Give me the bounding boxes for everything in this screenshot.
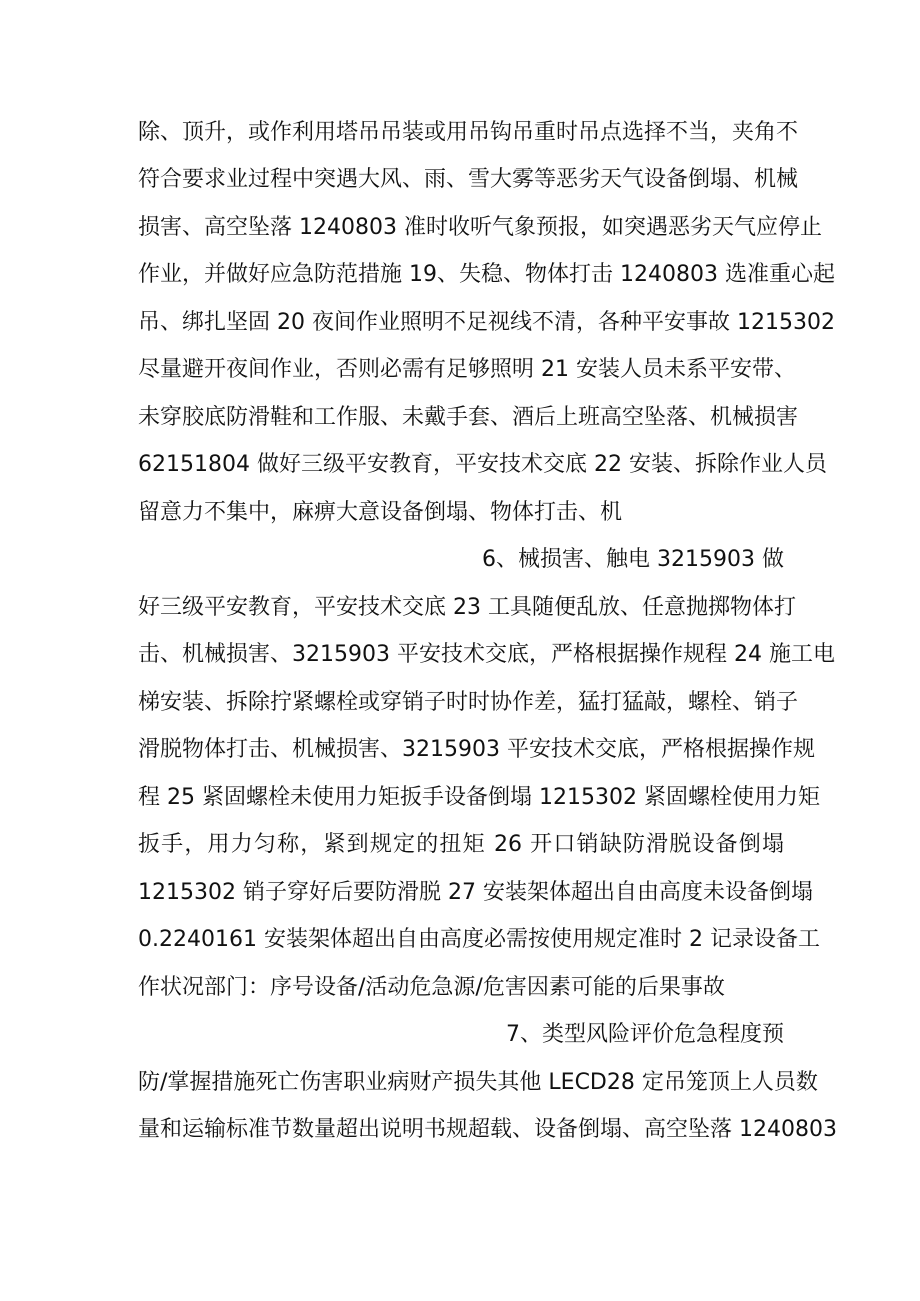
- text-line: 防/掌握措施死亡伤害职业病财产损失其他 LECD28 定吊笼顶上人员数: [138, 1070, 818, 1095]
- text-line: 62151804 做好三级平安教育，平安技术交底 22 安装、拆除作业人员: [138, 452, 827, 477]
- text-line: 作状况部门：序号设备/活动危急源/危害因素可能的后果事故: [138, 975, 725, 1000]
- text-line: 作业，并做好应急防范措施 19、失稳、物体打击 1240803 选准重心起: [138, 262, 835, 287]
- list-item-6-heading: 6、械损害、触电 3215903 做: [482, 547, 784, 572]
- text-line: 梯安装、拆除拧紧螺栓或穿销子时时协作差，猛打猛敲，螺栓、销子: [138, 690, 799, 715]
- text-line: 吊、绑扎坚固 20 夜间作业照明不足视线不清，各种平安事故 1215302: [138, 310, 835, 335]
- list-item-7-heading: 7、类型风险评价危急程度预: [506, 1022, 784, 1047]
- text-line: 留意力不集中，麻痹大意设备倒塌、物体打击、机: [138, 500, 623, 525]
- text-line: 0.2240161 安装架体超出自由高度必需按使用规定准时 2 记录设备工: [138, 927, 820, 952]
- text-line: 扳手，用力匀称，紧到规定的扭矩 26 开口销缺防滑脱设备倒塌: [138, 832, 784, 857]
- text-line: 量和运输标准节数量超出说明书规超载、设备倒塌、高空坠落 1240803: [138, 1117, 837, 1142]
- text-line: 未穿胶底防滑鞋和工作服、未戴手套、酒后上班高空坠落、机械损害: [138, 405, 799, 430]
- text-line: 尽量避开夜间作业，否则必需有足够照明 21 安装人员未系平安带、: [138, 357, 796, 382]
- text-line: 击、机械损害、3215903 平安技术交底，严格根据操作规程 24 施工电: [138, 642, 835, 667]
- text-line: 好三级平安教育，平安技术交底 23 工具随便乱放、任意抛掷物体打: [138, 595, 796, 620]
- text-line: 1215302 销子穿好后要防滑脱 27 安装架体超出自由高度未设备倒塌: [138, 880, 813, 905]
- text-line: 程 25 紧固螺栓未使用力矩扳手设备倒塌 1215302 紧固螺栓使用力矩: [138, 785, 820, 810]
- text-line: 除、顶升，或作利用塔吊吊装或用吊钩吊重时吊点选择不当，夹角不: [138, 120, 799, 145]
- text-line: 损害、高空坠落 1240803 准时收听气象预报，如突遇恶劣天气应停止: [138, 215, 822, 240]
- text-line: 符合要求业过程中突遇大风、雨、雪大雾等恶劣天气设备倒塌、机械: [138, 167, 799, 192]
- text-line: 滑脱物体打击、机械损害、3215903 平安技术交底，严格根据操作规: [138, 737, 815, 762]
